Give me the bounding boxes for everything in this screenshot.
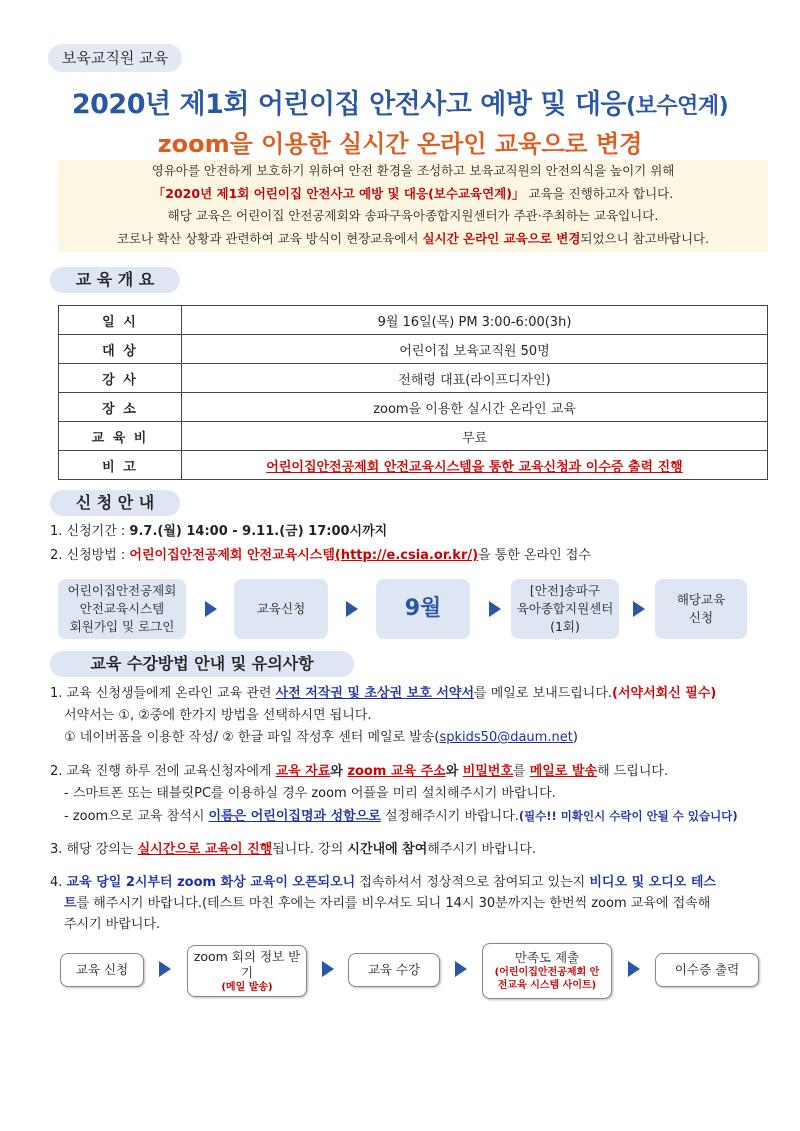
table-row — [59, 393, 768, 422]
method-red: 교육 자료 — [275, 764, 331, 779]
arrow-right-icon — [489, 601, 501, 617]
method-item-2-line-3 — [64, 806, 738, 827]
title-paren: (보수연계) — [626, 94, 729, 119]
row-key: 교 육 비 — [59, 422, 182, 451]
intro-box — [58, 160, 768, 252]
arrow-right-icon — [628, 961, 640, 977]
table-row — [59, 422, 768, 451]
method-text: 2. 교육 진행 하루 전에 교육신청자에게 — [50, 764, 276, 779]
intro-line-2 — [58, 183, 768, 206]
flow-step-month — [376, 579, 470, 639]
method-item-4 — [50, 873, 716, 893]
method-blue: 교육 당일 2시부터 zoom 화상 교육이 오픈되오니 — [66, 875, 356, 890]
flow-step-line: 해당교육 — [676, 592, 726, 607]
method-required: (서약서회신 필수) — [612, 686, 717, 701]
title-main: 2020년 제1회 어린이집 안전사고 예방 및 대응 — [71, 89, 627, 120]
method-heading: 교육 수강방법 안내 및 유의사항 — [50, 651, 354, 677]
method-text: 와 — [330, 764, 348, 779]
flow2-step-label: 이수증 출력 — [674, 962, 740, 977]
flow-step-line: (1회) — [550, 619, 580, 634]
method-text: ① 네이버폼을 이용한 작성/ ② 한글 파일 작성후 센터 메일로 발송( — [64, 730, 440, 745]
intro-course-name: 「2020년 제1회 어린이집 안전사고 예방 및 대응(보수교육연계)」 — [152, 185, 525, 201]
apply-period-label: 1. 신청기간 : — [50, 524, 130, 539]
apply-system-link[interactable]: (http://e.csia.or.kr/) — [334, 548, 479, 563]
apply-system-name: 어린이집안전공제회 안전교육시스템 — [129, 548, 335, 563]
flow2-step-label: 교육 신청 — [75, 962, 129, 977]
method-text: 를 — [513, 764, 530, 779]
table-row — [59, 335, 768, 364]
method-text: 설정해주시기 바랍니다. — [380, 809, 519, 824]
flow2-step-apply — [60, 953, 144, 987]
intro-line-4 — [58, 228, 768, 251]
flow-step-center — [511, 579, 619, 639]
method-red: 실시간으로 교육이 진행 — [137, 842, 273, 857]
flow-step-apply — [234, 579, 328, 639]
method-text: 와 — [445, 764, 463, 779]
arrow-right-icon — [633, 601, 645, 617]
arrow-right-icon — [205, 601, 217, 617]
flow-step-course — [655, 579, 747, 639]
apply-method-rest: 을 통한 온라인 접수 — [478, 548, 591, 563]
row-key: 강 사 — [59, 364, 182, 393]
flow-step-signup — [58, 579, 186, 639]
flow-step-line: 어린이집안전공제회 — [67, 583, 177, 598]
method-red: 비밀번호 — [462, 764, 514, 779]
intro-line-1: 영유아를 안전하게 보호하기 위하여 안전 환경을 조성하고 보육교직원의 안전의식을 높이기 위해 — [151, 163, 675, 178]
row-key: 장 소 — [59, 393, 182, 422]
overview-heading: 교 육 개 요 — [50, 267, 180, 293]
row-value: 9월 16일(목) PM 3:00-6:00(3h) — [182, 306, 768, 335]
flow-step-line: 9월 — [404, 596, 442, 621]
table-row — [59, 306, 768, 335]
method-item-2-line-2: - 스마트폰 또는 태블릿PC를 이용하실 경우 zoom 어플을 미리 설치해주시기 바랍니다. — [64, 786, 556, 801]
flow2-step-label: 교육 수강 — [367, 962, 421, 977]
row-value: 무료 — [182, 422, 768, 451]
course-category-tag: 보육교직원 교육 — [48, 44, 182, 72]
flow-step-line: [안전]송파구 — [529, 583, 601, 598]
method-item-4-line-3: 주시기 바랍니다. — [64, 917, 161, 932]
apply-method-label: 2. 신청방법 : — [50, 548, 130, 563]
arrow-right-icon — [346, 601, 358, 617]
overview-table — [58, 305, 768, 480]
flow-step-line: 회원가입 및 로그인 — [69, 619, 175, 634]
flow2-step-survey — [482, 943, 612, 999]
method-item-1-line-2: 서약서는 ①, ②중에 한가지 방법을 선택하시면 됩니다. — [64, 708, 372, 723]
method-item-1 — [50, 684, 716, 704]
method-blue: 비디오 및 오디오 테스 — [589, 875, 716, 890]
flow-step-line: 육아종합지원센터 — [516, 601, 614, 616]
flow2-step-sub: (어린이집안전공제회 안전교육 시스템 사이트) — [494, 967, 600, 991]
flow-step-line: 안전교육시스템 — [79, 601, 165, 616]
flow2-step-label: 만족도 제출 — [514, 950, 580, 965]
arrow-right-icon — [159, 961, 171, 977]
apply-period-value: 9.7.(월) 14:00 - 9.11.(금) 17:00시까지 — [129, 524, 388, 539]
method-text: 해주시기 바랍니다. — [427, 842, 537, 857]
flow2-step-attend — [348, 953, 440, 987]
method-bold: 시간내에 참여 — [347, 842, 428, 857]
apply-method — [50, 546, 591, 566]
method-item-1-line-3 — [64, 728, 578, 748]
row-value: 어린이집 보육교직원 50명 — [182, 335, 768, 364]
intro-line-2-rest: 교육을 진행하고자 합니다. — [528, 185, 674, 201]
row-key: 대 상 — [59, 335, 182, 364]
method-text: 를 메일로 보내드립니다. — [474, 686, 613, 701]
method-text: - zoom으로 교육 참석시 — [64, 809, 209, 824]
apply-period — [50, 522, 387, 542]
method-required: (필수!! 미확인시 수락이 안될 수 있습니다) — [518, 809, 738, 823]
method-item-3 — [50, 840, 536, 860]
method-red: zoom 교육 주소 — [347, 764, 446, 779]
method-text: 를 해주시기 바랍니다.(테스트 마친 후에는 자리를 비우셔도 되니 14시 30분까지는 한번씩 zoom 교육에 접속해 — [76, 896, 711, 911]
table-row — [59, 364, 768, 393]
page-title — [0, 82, 800, 121]
flow2-step-certificate — [655, 953, 759, 987]
row-value-note: 어린이집안전공제회 안전교육시스템을 통한 교육신청과 이수증 출력 진행 — [182, 451, 768, 480]
intro-change-notice: 실시간 온라인 교육으로 변경 — [422, 230, 581, 246]
flow2-step-zoom-info — [187, 945, 307, 997]
flow2-step-label: zoom 회의 정보 받기 — [193, 948, 301, 980]
method-name-rule: 이름은 어린이집명과 성함으로 — [208, 809, 381, 824]
intro-line-4-a: 코로나 확산 상황과 관련하여 교육 방식이 현장교육에서 — [116, 230, 423, 246]
method-text: 접속하셔서 정상적으로 참여되고 있는지 — [355, 875, 590, 890]
method-blue: 트 — [64, 896, 77, 911]
row-value: 전해령 대표(라이프디자인) — [182, 364, 768, 393]
table-row — [59, 451, 768, 480]
method-text: 해 드립니다. — [597, 764, 669, 779]
method-text: 1. 교육 신청생들에게 온라인 교육 관련 — [50, 686, 276, 701]
arrow-right-icon — [322, 961, 334, 977]
method-text: ) — [572, 730, 578, 745]
apply-heading: 신 청 안 내 — [50, 490, 180, 516]
page-subtitle: zoom을 이용한 실시간 온라인 교육으로 변경 — [157, 130, 643, 158]
row-key: 일 시 — [59, 306, 182, 335]
method-text: 됩니다. 강의 — [272, 842, 348, 857]
arrow-right-icon — [455, 961, 467, 977]
method-text: 3. 해당 강의는 — [50, 842, 138, 857]
intro-line-4-b: 되었으니 참고바랍니다. — [580, 230, 710, 246]
method-item-2 — [50, 762, 668, 782]
flow2-step-sub: (메일 발송) — [221, 981, 273, 993]
center-email-link[interactable]: spkids50@daum.net — [439, 730, 573, 745]
intro-line-3: 해당 교육은 어린이집 안전공제회와 송파구육아종합지원센터가 주관·주최하는 교육입니다. — [167, 208, 659, 223]
method-item-4-line-2 — [64, 894, 710, 914]
method-red: 메일로 발송 — [529, 764, 598, 779]
row-value: zoom을 이용한 실시간 온라인 교육 — [182, 393, 768, 422]
flow-step-line: 교육신청 — [256, 601, 306, 616]
method-text: 4. — [50, 875, 67, 890]
method-pledge: 사전 저작권 및 초상권 보호 서약서 — [275, 686, 475, 701]
flow-step-line: 신청 — [688, 610, 714, 625]
row-key: 비 고 — [59, 451, 182, 480]
